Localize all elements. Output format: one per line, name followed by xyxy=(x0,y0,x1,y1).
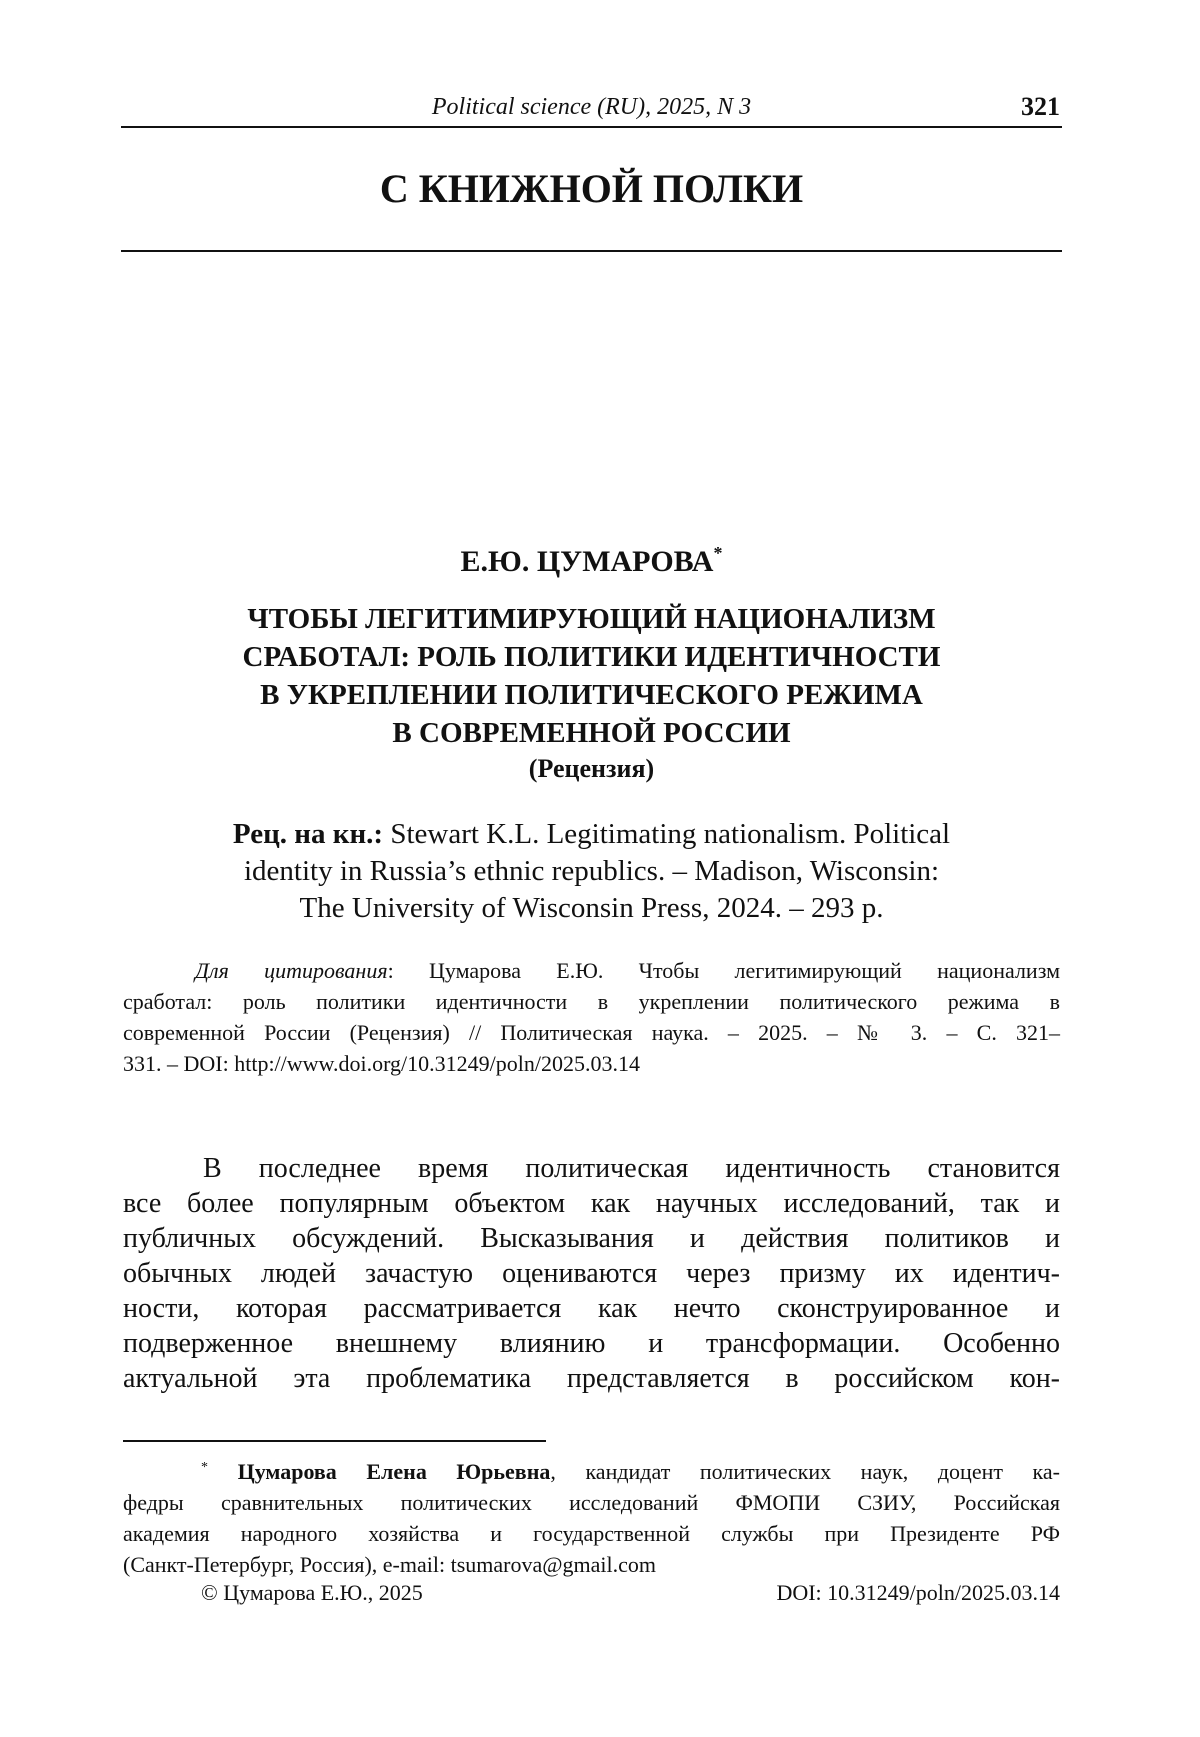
body-line: все более популярным объектом как научных исследований, так и xyxy=(123,1186,1060,1221)
book-ref-text: Stewart K.L. Legitimating nationalism. Political xyxy=(383,818,950,850)
footnote-separator xyxy=(123,1440,546,1442)
title-line: В СОВРЕМЕННОЙ РОССИИ xyxy=(121,714,1062,752)
body-line: подверженное внешнему влиянию и трансформации. Особенно xyxy=(123,1326,1060,1361)
citation-text: : Цумарова Е.Ю. Чтобы легитимирующий национализм xyxy=(388,958,1060,983)
article-genre: (Рецензия) xyxy=(121,752,1062,786)
copyright-notice: © Цумарова Е.Ю., 2025 xyxy=(201,1580,423,1606)
citation-line xyxy=(123,955,1060,986)
author-footnote xyxy=(123,1456,1060,1580)
body-line: публичных обсуждений. Высказывания и действия политиков и xyxy=(123,1221,1060,1256)
book-ref-line: identity in Russia’s ethnic republics. – Madison, Wisconsin: xyxy=(181,853,1002,890)
journal-info: Political science (RU), 2025, N 3 xyxy=(121,94,1062,121)
body-line: В последнее время политическая идентичность становится xyxy=(123,1151,1060,1186)
doi-stamp: DOI: 10.31249/poln/2025.03.14 xyxy=(776,1580,1060,1606)
title-line: В УКРЕПЛЕНИИ ПОЛИТИЧЕСКОГО РЕЖИМА xyxy=(121,676,1062,714)
book-ref-line xyxy=(181,816,1002,853)
citation-line: современной России (Рецензия) // Политическая наука. – 2025. – № 3. – С. 321– xyxy=(123,1017,1060,1048)
title-line: ЧТОБЫ ЛЕГИТИМИРУЮЩИЙ НАЦИОНАЛИЗМ xyxy=(121,600,1062,638)
citation-line: сработал: роль политики идентичности в укреплении политического режима в xyxy=(123,986,1060,1017)
section-divider xyxy=(121,250,1062,252)
article-title xyxy=(121,600,1062,786)
author-footnote-marker[interactable]: * xyxy=(713,543,722,563)
page-number: 321 xyxy=(1021,92,1060,122)
title-line: СРАБОТАЛ: РОЛЬ ПОЛИТИКИ ИДЕНТИЧНОСТИ xyxy=(121,638,1062,676)
footnote-author-name: Цумарова Елена Юрьевна xyxy=(238,1459,551,1484)
section-title: С КНИЖНОЙ ПОЛКИ xyxy=(121,165,1062,212)
citation-label: Для цитирования xyxy=(195,958,388,983)
footnote-line: федры сравнительных политических исследований ФМОПИ СЗИУ, Российская xyxy=(123,1487,1060,1518)
journal-page xyxy=(121,0,1062,1737)
footnote-marker: * xyxy=(201,1460,208,1475)
footnote-email-line: (Санкт-Петербург, Россия), e-mail: tsumarova@gmail.com xyxy=(123,1549,1060,1580)
body-line: ности, которая рассматривается как нечто сконструированное и xyxy=(123,1291,1060,1326)
footnote-line xyxy=(123,1456,1060,1487)
body-line: обычных людей зачастую оцениваются через призму их идентич- xyxy=(123,1256,1060,1291)
body-paragraph xyxy=(123,1151,1060,1396)
book-ref-line: The University of Wisconsin Press, 2024. – 293 p. xyxy=(181,890,1002,927)
body-line: актуальной эта проблематика представляется в российском кон- xyxy=(123,1361,1060,1396)
footnote-line: академия народного хозяйства и государственной службы при Президенте РФ xyxy=(123,1518,1060,1549)
book-ref-label: Рец. на кн.: xyxy=(233,818,383,850)
footnote-text: , кандидат политических наук, доцент ка- xyxy=(550,1459,1060,1484)
reviewed-book-reference xyxy=(181,816,1002,927)
article-author xyxy=(121,545,1062,579)
citation-block xyxy=(123,955,1060,1079)
running-header xyxy=(121,92,1062,128)
citation-doi-line: 331. – DOI: http://www.doi.org/10.31249/poln/2025.03.14 xyxy=(123,1048,1060,1079)
author-name: Е.Ю. ЦУМАРОВА xyxy=(461,545,714,578)
